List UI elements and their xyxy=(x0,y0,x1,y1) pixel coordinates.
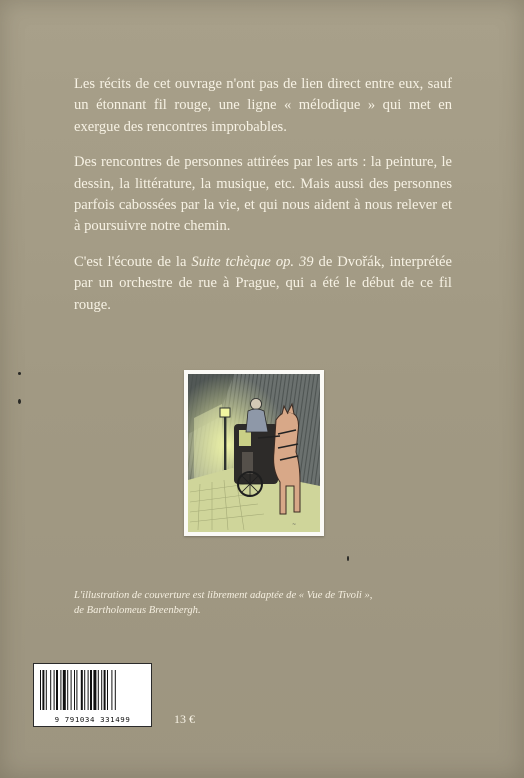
cover-illustration xyxy=(184,370,324,536)
barcode-bar xyxy=(60,670,61,710)
barcode-bars xyxy=(40,670,145,710)
barcode-bar xyxy=(111,670,112,710)
credit-line-2: de Bartholomeus Breenbergh. xyxy=(74,605,201,616)
blurb-paragraph-2: Des rencontres de personnes attirées par les arts : la peinture, le dessin, la littérature, la musique, etc. Mais aussi des personnes parfois cabossées par la vie, et qui nous aident à nous relever et à poursuivre notre chemin. xyxy=(74,154,452,235)
barcode-bar xyxy=(56,670,58,710)
blurb-p3-before: C'est l'écoute de la xyxy=(74,253,192,270)
barcode-bar xyxy=(98,670,99,710)
barcode-bar xyxy=(74,670,75,710)
barcode-bar xyxy=(50,670,51,710)
credit-line-1: L'illustration de couverture est librement adaptée de « Vue de Tivoli », xyxy=(74,590,373,601)
barcode xyxy=(33,663,152,727)
barcode-bar xyxy=(54,670,55,710)
blurb-text xyxy=(74,74,452,330)
barcode-bar xyxy=(101,670,102,710)
barcode-bar xyxy=(42,670,44,710)
ink-speck xyxy=(347,556,349,561)
cover-credit xyxy=(74,588,454,618)
barcode-bar xyxy=(67,670,68,710)
ink-speck xyxy=(18,399,21,404)
price-label: 13 € xyxy=(174,712,195,726)
blurb-paragraph-1: Les récits de cet ouvrage n'ont pas de lien direct entre eux, sauf un étonnant fil rouge, une ligne « mélodique » qui met en exergue des rencontres improbables. xyxy=(74,76,452,135)
barcode-bar xyxy=(107,670,108,710)
barcode-bar xyxy=(115,670,116,710)
carriage-drawing xyxy=(188,374,320,532)
barcode-bar xyxy=(46,670,47,710)
ink-speck xyxy=(18,372,21,375)
artist-signature: ~ xyxy=(292,522,297,528)
barcode-bar xyxy=(88,670,89,710)
musical-work-title: Suite tchèque op. 39 xyxy=(191,253,314,270)
barcode-bar xyxy=(93,670,96,710)
barcode-bar xyxy=(63,670,66,710)
barcode-digits: 9 791034 331499 xyxy=(54,715,131,724)
barcode-bar xyxy=(40,670,41,710)
barcode-bar xyxy=(84,670,85,710)
barcode-bar xyxy=(104,670,106,710)
blurb-paragraph-3 xyxy=(74,252,452,316)
barcode-bar xyxy=(90,670,92,710)
blurb-p3-after: de Dvořák, interprétée par un orchestre de rue à Prague, qui a été le début de ce fil rouge. xyxy=(74,253,452,313)
barcode-bar xyxy=(81,670,83,710)
barcode-bar xyxy=(76,670,77,710)
barcode-bar xyxy=(71,670,72,710)
